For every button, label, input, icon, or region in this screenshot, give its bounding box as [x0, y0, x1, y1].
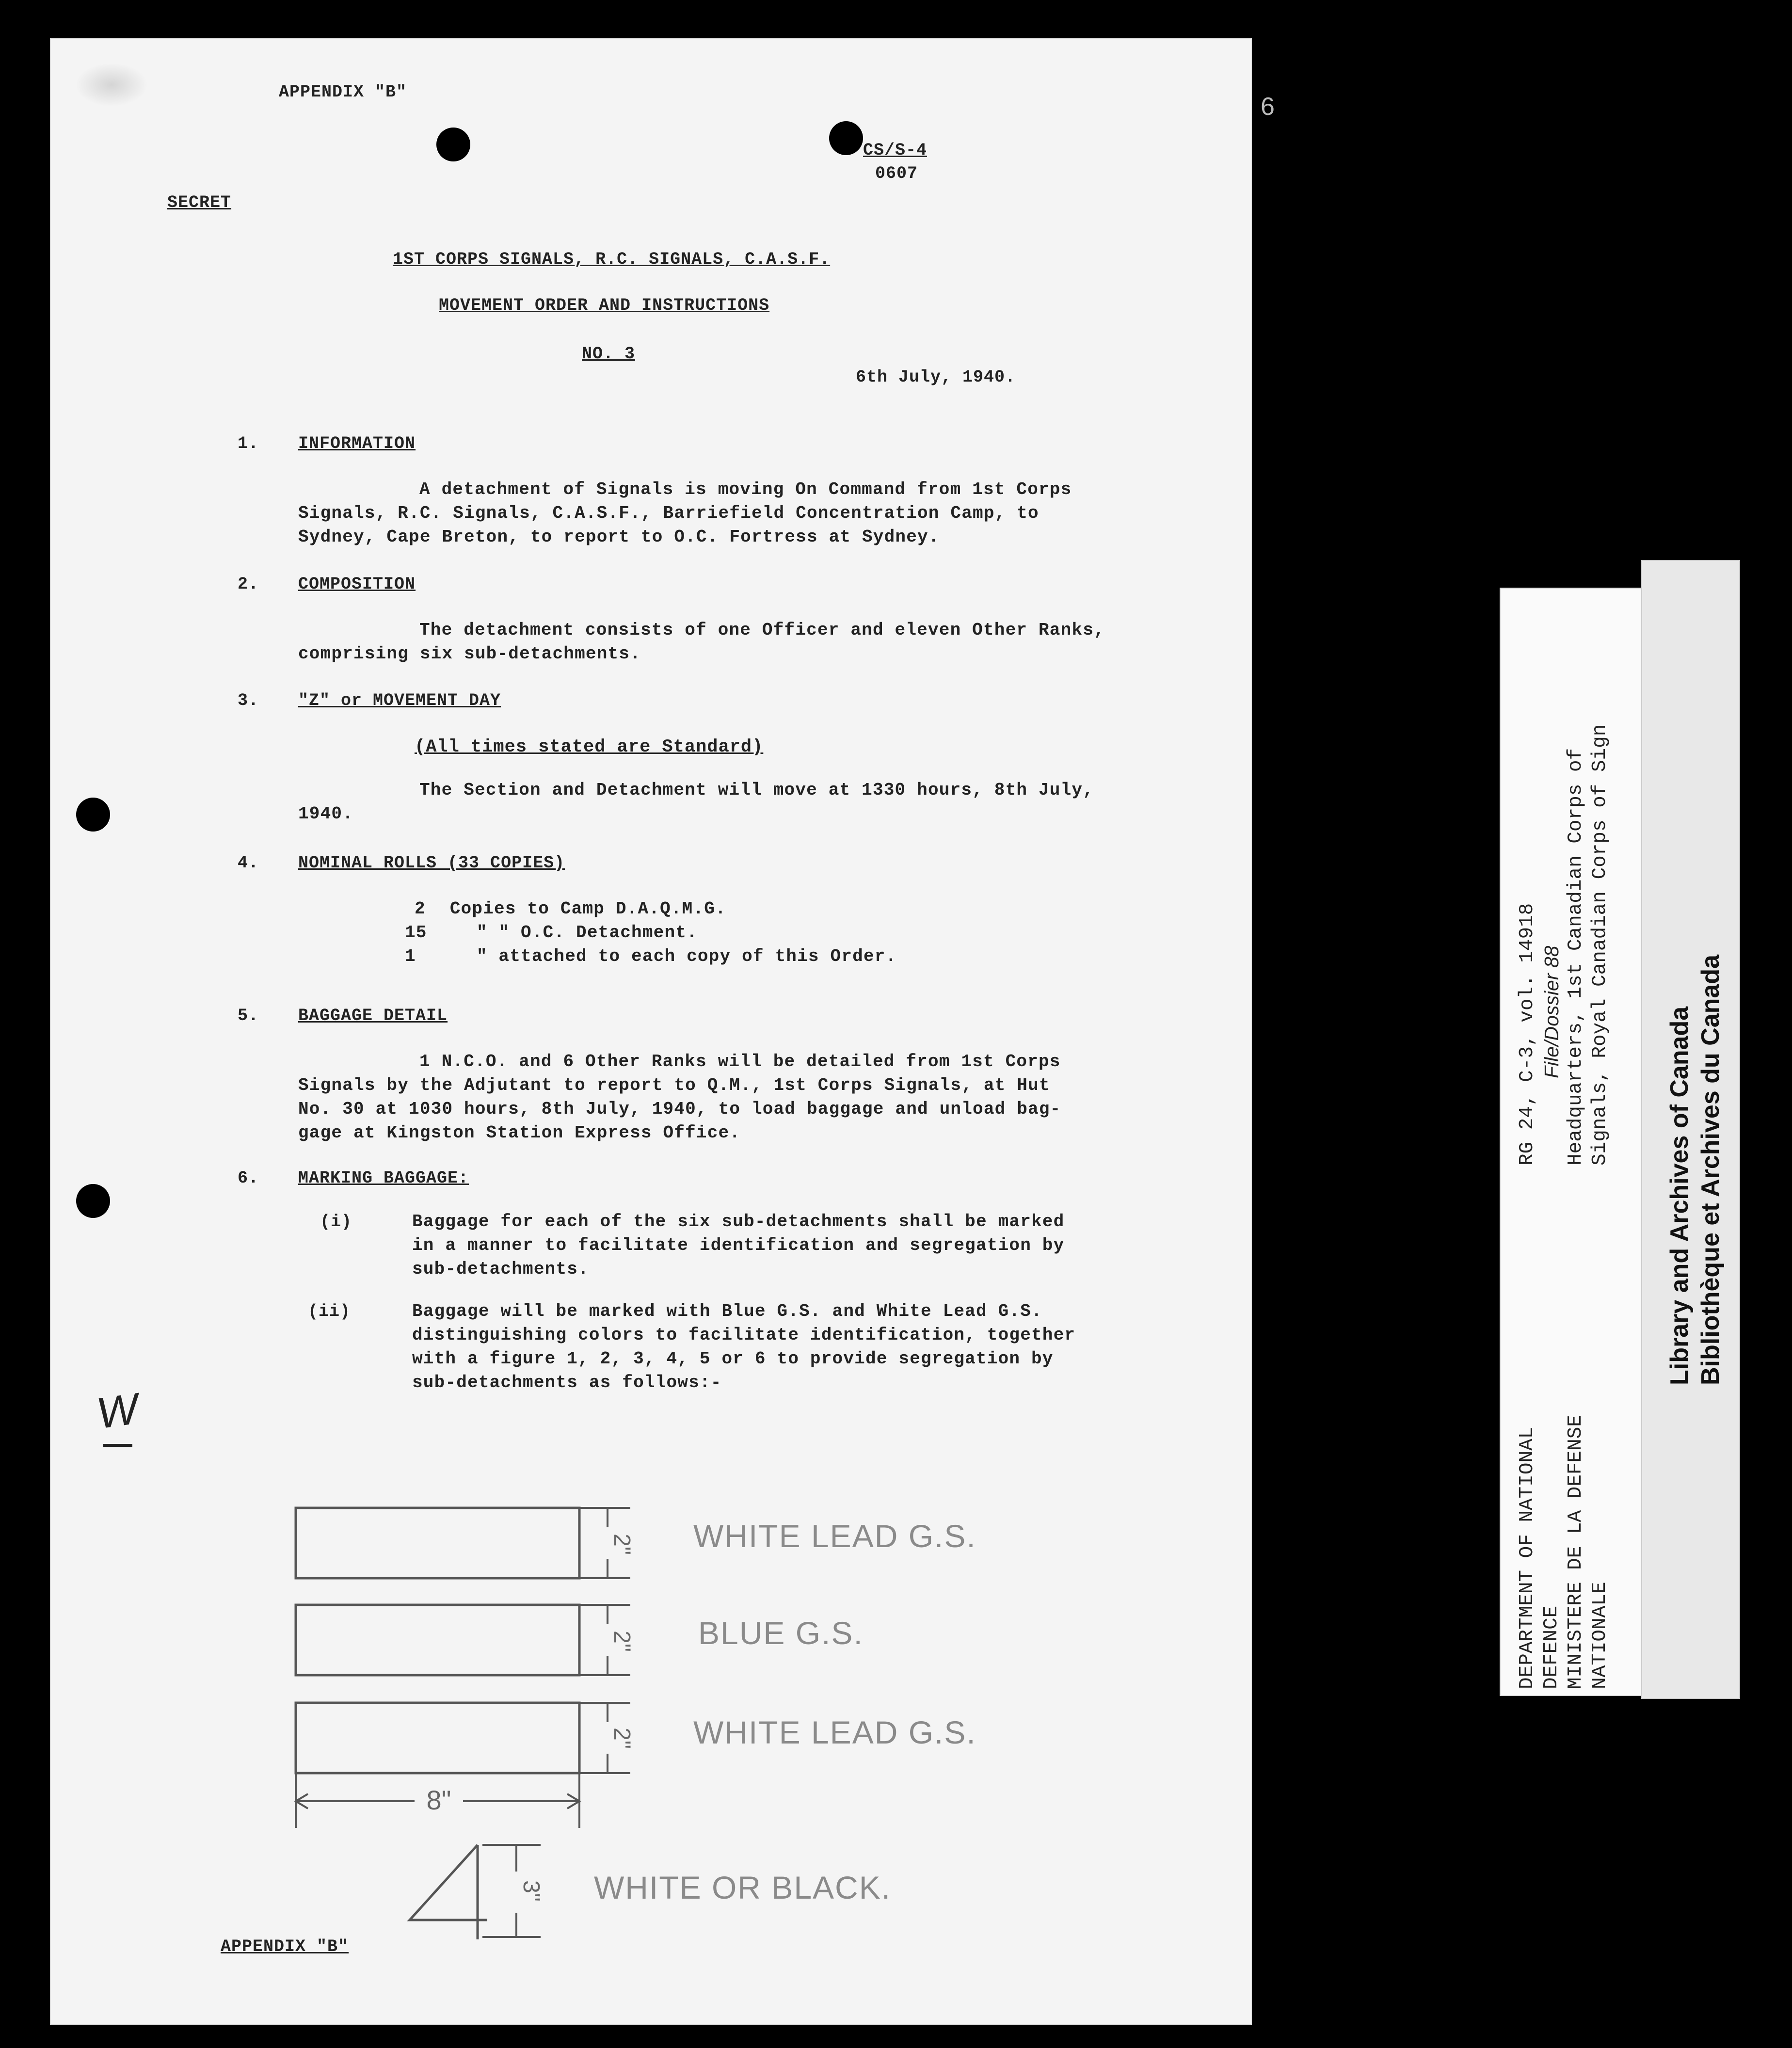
stripe-label-3: WHITE LEAD G.S.: [693, 1714, 976, 1750]
archive-label-department: DEPARTMENT OF NATIONAL DEFENCE MINISTERE DE LA DEFENSE NATIONALE RG 24, C-3, vol. 14918 File/Dossier 88 Headquarters, 1st Canadian Corps of Signals, Royal Canadian Corps of Sign: [1500, 588, 1643, 1696]
roll-row: 15 " " O.C. Detachment.: [405, 923, 698, 943]
section-heading: INFORMATION: [298, 434, 416, 453]
order-number: NO. 3: [582, 344, 636, 364]
item-paragraph: Baggage for each of the six sub-detachments shall be marked in a manner to facilitate identification and segregation by sub-detachments.: [412, 1212, 1065, 1279]
stripe-height-label: 2": [609, 1534, 635, 1555]
section-number: 4.: [238, 853, 259, 873]
appendix-footer: APPENDIX "B": [221, 1937, 349, 1956]
stripe-box-3: [296, 1703, 579, 1773]
section-paragraph: 1 N.C.O. and 6 Other Ranks will be detailed from 1st Corps Signals by the Adjutant to report to Q.M., 1st Corps Signals, at Hut No. 30 at 1030 hours, 8th July, 1940, to load baggage and unload bag- gage at Kingston Station Express Office.: [298, 1052, 1061, 1143]
document-title: MOVEMENT ORDER AND INSTRUCTIONS: [439, 296, 770, 315]
section-heading: "Z" or MOVEMENT DAY: [298, 691, 501, 710]
stripe-height-label: 2": [609, 1728, 635, 1749]
section-heading: MARKING BAGGAGE:: [298, 1168, 469, 1188]
section-number: 5.: [238, 1006, 259, 1025]
stripe-height-label: 2": [609, 1631, 635, 1652]
punch-hole: [829, 121, 863, 155]
nominal-roll-list: [405, 897, 1181, 968]
section-paragraph: The Section and Detachment will move at 1330 hours, 8th July, 1940.: [298, 780, 1094, 824]
margin-initials: W: [94, 1384, 142, 1439]
item-paragraph: Baggage will be marked with Blue G.S. and White Lead G.S. distinguishing colors to facilitate identification, together with a figure 1, 2, 3, 4, 5 or 6 to provide segregation by sub-detachments as follows:-: [412, 1301, 1076, 1392]
stripe-box-1: [296, 1508, 579, 1578]
stripe-label-1: WHITE LEAD G.S.: [693, 1518, 976, 1554]
section-heading: NOMINAL ROLLS (33 COPIES): [298, 853, 565, 873]
page-number-handwritten: 6: [1261, 93, 1275, 121]
punch-hole: [436, 128, 470, 161]
figure-height-label: 3": [518, 1880, 544, 1902]
section-number: 1.: [238, 434, 259, 453]
section-number: 2.: [238, 575, 259, 594]
section-paragraph: The detachment consists of one Officer and eleven Other Ranks, comprising six sub-detachments.: [298, 620, 1105, 664]
section-heading: BAGGAGE DETAIL: [298, 1006, 448, 1025]
section-number: 6.: [238, 1168, 259, 1188]
width-label: 8": [426, 1785, 451, 1815]
file-reference-number: 0607: [875, 164, 918, 183]
stripe-label-2: BLUE G.S.: [698, 1615, 864, 1651]
item-label: (i): [320, 1212, 352, 1232]
document-page: [51, 39, 1251, 2024]
order-date: 6th July, 1940.: [856, 368, 1016, 387]
archive-reference: RG 24, C-3, vol. 14918: [1516, 903, 1538, 1166]
baggage-marking-diagram: [51, 1455, 1251, 1939]
classification: SECRET: [167, 193, 232, 212]
roll-row: 1 " attached to each copy of this Order.: [405, 946, 897, 966]
punch-hole: [76, 798, 110, 832]
roll-row: 2 Copies to Camp D.A.Q.M.G.: [415, 899, 726, 919]
archive-file: File/Dossier 88: [1540, 945, 1563, 1078]
outline-figure-four: [410, 1845, 487, 1939]
punch-hole: [76, 1184, 110, 1218]
section-number: 3.: [238, 691, 259, 710]
institution-english: Library and Archives of Canada: [1665, 1006, 1694, 1385]
appendix-header: APPENDIX "B": [279, 82, 407, 102]
file-reference: CS/S-4: [863, 141, 928, 160]
institution-french: Bibliothèque et Archives du Canada: [1696, 954, 1725, 1385]
section-paragraph: A detachment of Signals is moving On Command from 1st Corps Signals, R.C. Signals, C.A.S.F., Barriefield Concentration Camp, to Sydney, Cape Breton, to report to O.C. Fortress at Sydney.: [298, 480, 1072, 547]
stamp-smudge: [75, 63, 148, 107]
item-label: (ii): [308, 1302, 351, 1321]
initials-underline: [103, 1444, 132, 1447]
section-heading: COMPOSITION: [298, 575, 416, 594]
stripe-box-2: [296, 1605, 579, 1675]
unit-title: 1ST CORPS SIGNALS, R.C. SIGNALS, C.A.S.F.: [393, 250, 831, 269]
section-note: (All times stated are Standard): [415, 737, 764, 757]
archive-label-institution: [1641, 560, 1740, 1699]
figure-color-label: WHITE OR BLACK.: [594, 1870, 892, 1905]
